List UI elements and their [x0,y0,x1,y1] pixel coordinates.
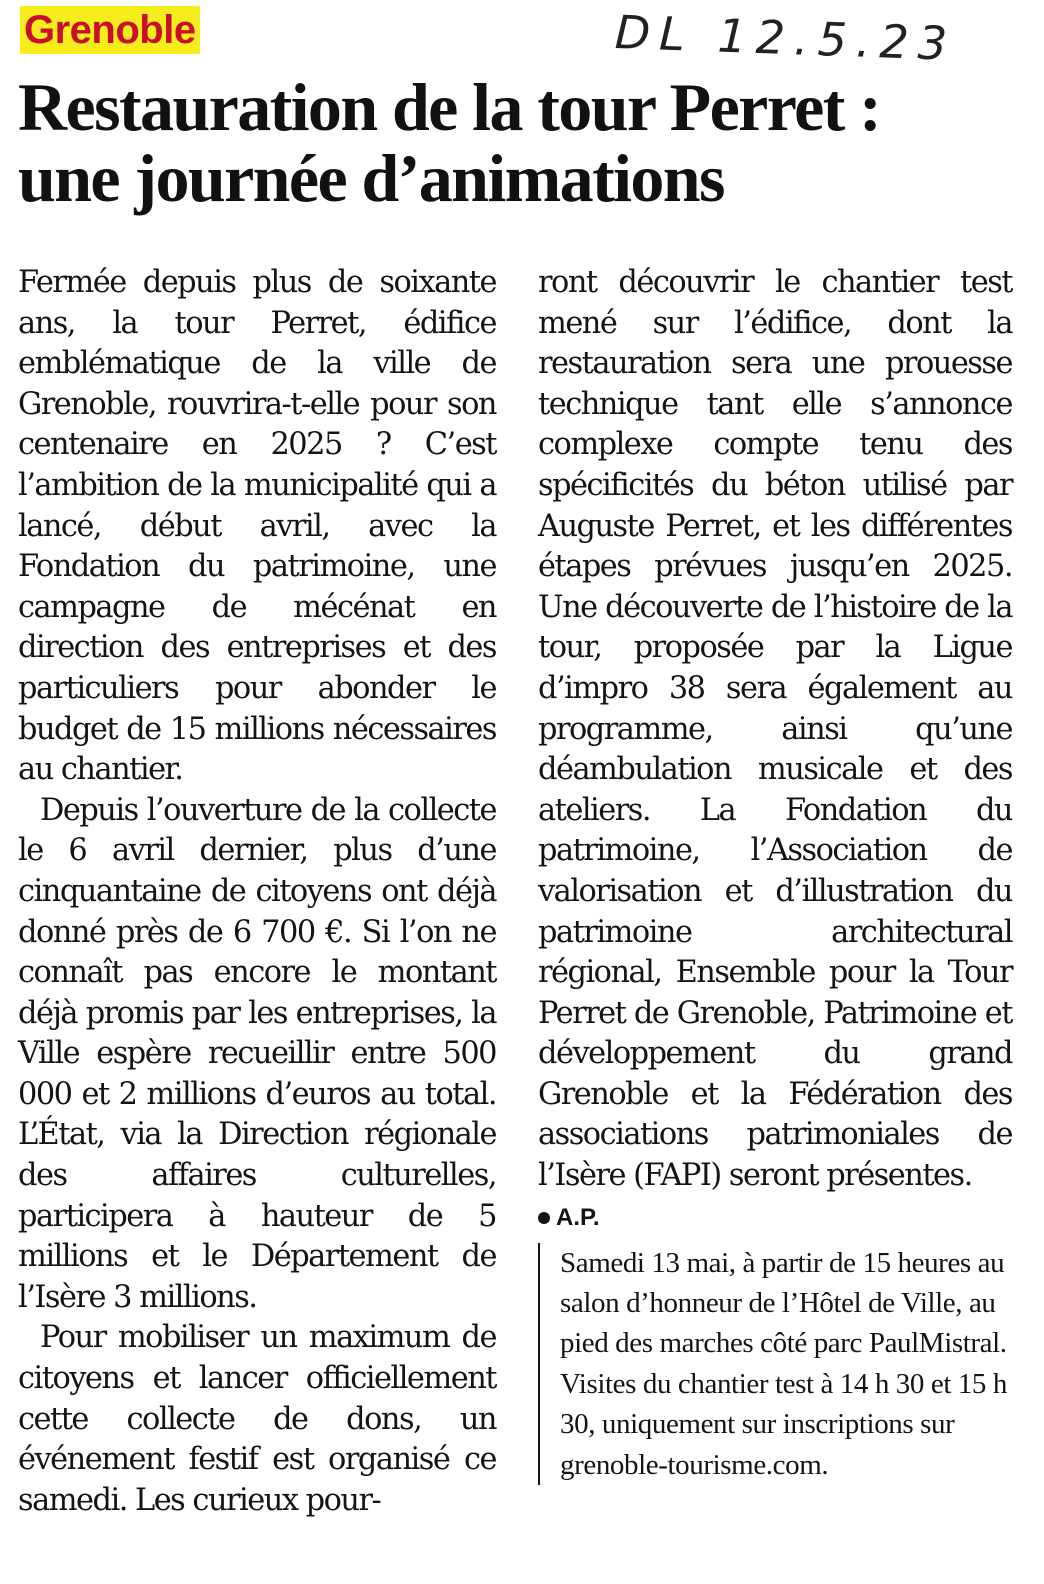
paragraph-2: Depuis l’ouverture de la collecte le 6 avril dernier, plus d’une cinquantaine de citoyens ont déjà donné près de 6 700 €. Si l’on ne connaît pas encore le montant déjà promis par les entreprises, la Ville espère recueillir entre 500 000 et 2 millions d’euros au total. L’État, via la Direction régionale des affaires culturelles, participera à hauteur de 5 millions et le Département de l’Isère 3 millions. [18,792,496,1315]
article-column-left [18,263,496,1521]
byline-author: A.P. [556,1203,600,1231]
article-column-right [538,263,1012,1485]
headline [18,69,1028,216]
paragraph-3-start: Pour mobiliser un maximum de citoyens et lancer officiellement cette collecte de dons, un événement festif est organisé ce samedi. Les curieux pour- [18,1320,496,1518]
headline-line-1: Restauration de la tour Perret : [18,69,881,145]
bullet-icon [538,1212,550,1224]
paragraph-1: Fermée depuis plus de soixante ans, la tour Perret, édifice emblématique de la ville de Grenoble, rouvrira-t-elle pour son centenaire en 2025 ? C’est l’ambition de la municipalité qui a lancé, début avril, avec la Fondation du patrimoine, une campagne de mécénat en direction des entreprises et des particuliers pour abonder le budget de 15 millions nécessaires au chantier. [18,265,496,788]
section-kicker: Grenoble [20,6,200,54]
headline-line-2: une journée d’animations [18,140,724,216]
practical-info-box: Samedi 13 mai, à partir de 15 heures au salon d’honneur de l’Hôtel de Ville, au pied des marches côté parc PaulMistral. Visites du chantier test à 14 h 30 et 15 h 30, uniquement sur inscriptions sur grenoble-tourisme.com. [538,1243,1016,1485]
handwritten-date-note: DL 12.5.23 [614,4,957,71]
paragraph-3-continued: ront découvrir le chantier test mené sur l’édifice, dont la restauration sera une prouesse technique tant elle s’annonce complexe compte tenu des spécificités du béton utilisé par Auguste Perret, et les différentes étapes prévues jusqu’en 2025. Une découverte de l’histoire de la tour, proposée par la Ligue d’impro 38 sera également au programme, ainsi qu’une déambulation musicale et des ateliers. La Fondation du patrimoine, l’Association de valorisation et d’illustration du patrimoine architectural régional, Ensemble pour la Tour Perret de Grenoble, Patrimoine et développement du grand Grenoble et la Fédération des associations patrimoniales de l’Isère (FAPI) seront présentes. [538,265,1012,1194]
byline [538,1201,1012,1235]
